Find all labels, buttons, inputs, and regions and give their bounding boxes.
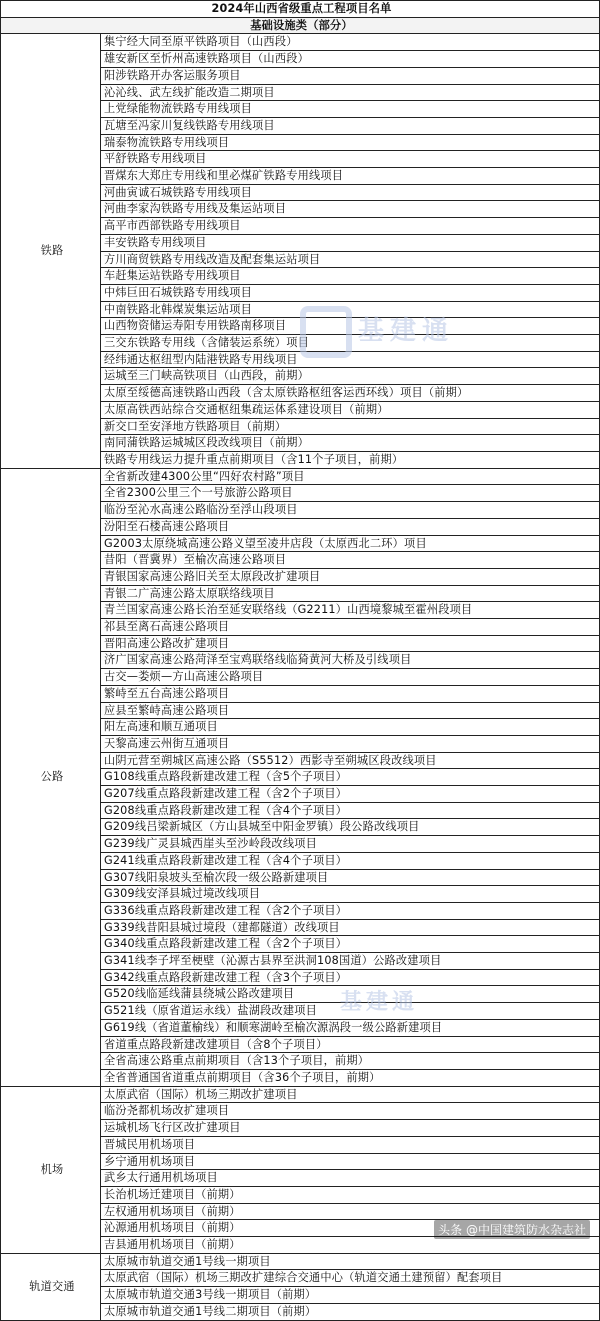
project-name-cell: 太原城市轨道交通3号线一期项目（前期） bbox=[101, 1287, 600, 1304]
project-name-cell: 太原城市轨道交通1号线二期项目（前期） bbox=[101, 1303, 600, 1320]
project-name-cell: 省道重点路段新建改建项目（含8个子项目） bbox=[101, 1036, 600, 1053]
project-name-cell: G309线安泽县城过境改线项目 bbox=[101, 886, 600, 903]
project-name-cell: 青银国家高速公路旧关至太原段改扩建项目 bbox=[101, 568, 600, 585]
project-name-cell: G336线重点路段新建改建工程（含2个子项目） bbox=[101, 902, 600, 919]
project-name-cell: 铁路专用线运力提升重点前期项目（含11个子项目，前期） bbox=[101, 451, 600, 468]
project-name-cell: 古交—娄烦—方山高速公路项目 bbox=[101, 669, 600, 686]
project-name-cell: 丰安铁路专用线项目 bbox=[101, 234, 600, 251]
source-credit: 头条 @中国建筑防水杂志社 bbox=[434, 1220, 590, 1239]
project-name-cell: 阳涉铁路开办客运服务项目 bbox=[101, 67, 600, 84]
project-name-cell: 晋城民用机场项目 bbox=[101, 1136, 600, 1153]
project-name-cell: G619线（省道董榆线）和顺寒湖岭至榆次源涡段一级公路新建项目 bbox=[101, 1019, 600, 1036]
table-row bbox=[1, 1086, 600, 1103]
project-name-cell: 山西物资储运寿阳专用铁路南移项目 bbox=[101, 318, 600, 335]
category-cell: 铁路 bbox=[1, 34, 101, 468]
project-name-cell: 经纬通达枢纽型内陆港铁路专用线项目 bbox=[101, 351, 600, 368]
project-name-cell: 乡宁通用机场项目 bbox=[101, 1153, 600, 1170]
project-name-cell: G341线李子坪至梗壁（沁源古县界至洪洞108国道）公路改建项目 bbox=[101, 953, 600, 970]
project-name-cell: 武乡太行通用机场项目 bbox=[101, 1170, 600, 1187]
project-name-cell: 青银二广高速公路太原联络线项目 bbox=[101, 585, 600, 602]
table-row bbox=[1, 34, 600, 51]
project-name-cell: 南同蒲铁路运城城区段改线项目（前期） bbox=[101, 435, 600, 452]
project-name-cell: G241线重点路段新建改建工程（含4个子项目） bbox=[101, 852, 600, 869]
project-name-cell: G342线重点路段新建改建工程（含3个子项目） bbox=[101, 969, 600, 986]
project-name-cell: G521线（原省道运永线）盐湖段改建项目 bbox=[101, 1003, 600, 1020]
project-name-cell: 全省2300公里三个一号旅游公路项目 bbox=[101, 485, 600, 502]
project-name-cell: 中炜巨田石城铁路专用线项目 bbox=[101, 284, 600, 301]
project-name-cell: G307线阳泉坡头至榆次段一级公路新建项目 bbox=[101, 869, 600, 886]
project-name-cell: 天黎高速云州街互通项目 bbox=[101, 735, 600, 752]
project-name-cell: 方川商贸铁路专用线改造及配套集运站项目 bbox=[101, 251, 600, 268]
project-name-cell: 山阴元营至朔城区高速公路（S5512）西影寺至朔城区段改线项目 bbox=[101, 752, 600, 769]
project-name-cell: 太原高铁西站综合交通枢纽集疏运体系建设项目（前期） bbox=[101, 401, 600, 418]
project-name-cell: 中南铁路北韩煤炭集运站项目 bbox=[101, 301, 600, 318]
project-name-cell: G2003太原绕城高速公路义望至凌井店段（太原西北二环）项目 bbox=[101, 535, 600, 552]
project-name-cell: 吉县通用机场项目（前期） bbox=[101, 1237, 600, 1254]
project-name-cell: 瓦塘至冯家川复线铁路专用线项目 bbox=[101, 117, 600, 134]
project-name-cell: 运城机场飞行区改扩建项目 bbox=[101, 1120, 600, 1137]
project-name-cell: 阳左高速和顺互通项目 bbox=[101, 719, 600, 736]
project-name-cell: 昔阳（晋冀界）至榆次高速公路项目 bbox=[101, 552, 600, 569]
project-name-cell: G340线重点路段新建改建工程（含2个子项目） bbox=[101, 936, 600, 953]
project-name-cell: 青兰国家高速公路长治至延安联络线（G2211）山西境黎城至霍州段项目 bbox=[101, 602, 600, 619]
category-cell: 公路 bbox=[1, 468, 101, 1086]
project-name-cell: 太原武宿（国际）机场三期改扩建项目 bbox=[101, 1086, 600, 1103]
project-name-cell: G239线广灵县城西崖头至沙岭段改线项目 bbox=[101, 836, 600, 853]
project-name-cell: 太原武宿（国际）机场三期改扩建综合交通中心（轨道交通土建预留）配套项目 bbox=[101, 1270, 600, 1287]
project-name-cell: 沁源通用机场项目（前期） bbox=[101, 1220, 600, 1237]
project-name-cell: G339线昔阳县城过境段（建都隧道）改线项目 bbox=[101, 919, 600, 936]
project-name-cell: 全省普通国省道重点前期项目（含36个子项目，前期） bbox=[101, 1070, 600, 1087]
project-name-cell: 车赶集运站铁路专用线项目 bbox=[101, 268, 600, 285]
project-name-cell: 长治机场迁建项目（前期） bbox=[101, 1186, 600, 1203]
project-name-cell: 集宁经大同至原平铁路项目（山西段） bbox=[101, 34, 600, 51]
table-row bbox=[1, 468, 600, 485]
project-name-cell: 济广国家高速公路菏泽至宝鸡联络线临猗黄河大桥及引线项目 bbox=[101, 652, 600, 669]
project-name-cell: 太原城市轨道交通1号线一期项目 bbox=[101, 1253, 600, 1270]
project-name-cell: 运城至三门峡高铁项目（山西段，前期） bbox=[101, 368, 600, 385]
project-name-cell: 平舒铁路专用线项目 bbox=[101, 151, 600, 168]
project-name-cell: 三交东铁路专用线（含储装运系统）项目 bbox=[101, 335, 600, 352]
project-name-cell: 瑞泰物流铁路专用线项目 bbox=[101, 134, 600, 151]
project-name-cell: 雄安新区至忻州高速铁路项目（山西段） bbox=[101, 51, 600, 68]
project-name-cell: 晋阳高速公路改扩建项目 bbox=[101, 635, 600, 652]
project-name-cell: 繁峙至五台高速公路项目 bbox=[101, 685, 600, 702]
project-name-cell: 全省高速公路重点前期项目（含13个子项目，前期） bbox=[101, 1053, 600, 1070]
table-title: 2024年山西省级重点工程项目名单 bbox=[1, 1, 600, 18]
project-name-cell: 河曲李家沟铁路专用线及集运站项目 bbox=[101, 201, 600, 218]
watermark-top: 基建通 bbox=[300, 306, 454, 358]
project-name-cell: 临汾至沁水高速公路临汾至浮山段项目 bbox=[101, 502, 600, 519]
project-name-cell: 新交口至安泽地方铁路项目（前期） bbox=[101, 418, 600, 435]
project-name-cell: 应县至繁峙高速公路项目 bbox=[101, 702, 600, 719]
project-name-cell: 沁沁线、武左线扩能改造二期项目 bbox=[101, 84, 600, 101]
project-name-cell: G209线吕梁新城区（方山县城至中阳金罗镇）段公路改线项目 bbox=[101, 819, 600, 836]
watermark-bottom: 基建通 bbox=[340, 989, 419, 1015]
project-name-cell: G208线重点路段新建改建工程（含4个子项目） bbox=[101, 802, 600, 819]
project-name-cell: 晋煤东大郑庄专用线和里必煤矿铁路专用线项目 bbox=[101, 168, 600, 185]
project-name-cell: 临汾尧都机场改扩建项目 bbox=[101, 1103, 600, 1120]
project-name-cell: G520线临延线蒲县绕城公路改建项目 bbox=[101, 986, 600, 1003]
project-name-cell: 高平市西部铁路专用线项目 bbox=[101, 218, 600, 235]
category-cell: 轨道交通 bbox=[1, 1253, 101, 1320]
project-name-cell: 河曲寅诚石城铁路专用线项目 bbox=[101, 184, 600, 201]
category-cell: 机场 bbox=[1, 1086, 101, 1253]
project-name-cell: 汾阳至石楼高速公路项目 bbox=[101, 518, 600, 535]
project-name-cell: 全省新改建4300公里“四好农村路”项目 bbox=[101, 468, 600, 485]
project-name-cell: G108线重点路段新建改建工程（含5个子项目） bbox=[101, 769, 600, 786]
project-name-cell: G207线重点路段新建改建工程（含2个子项目） bbox=[101, 786, 600, 803]
project-name-cell: 太原至绥德高速铁路山西段（含太原铁路枢纽客运西环线）项目（前期） bbox=[101, 385, 600, 402]
project-name-cell: 祁县至离石高速公路项目 bbox=[101, 619, 600, 636]
project-name-cell: 左权通用机场项目（前期） bbox=[101, 1203, 600, 1220]
table-subtitle: 基础设施类（部分） bbox=[1, 17, 600, 34]
project-name-cell: 上党绿能物流铁路专用线项目 bbox=[101, 101, 600, 118]
table-row bbox=[1, 1253, 600, 1270]
